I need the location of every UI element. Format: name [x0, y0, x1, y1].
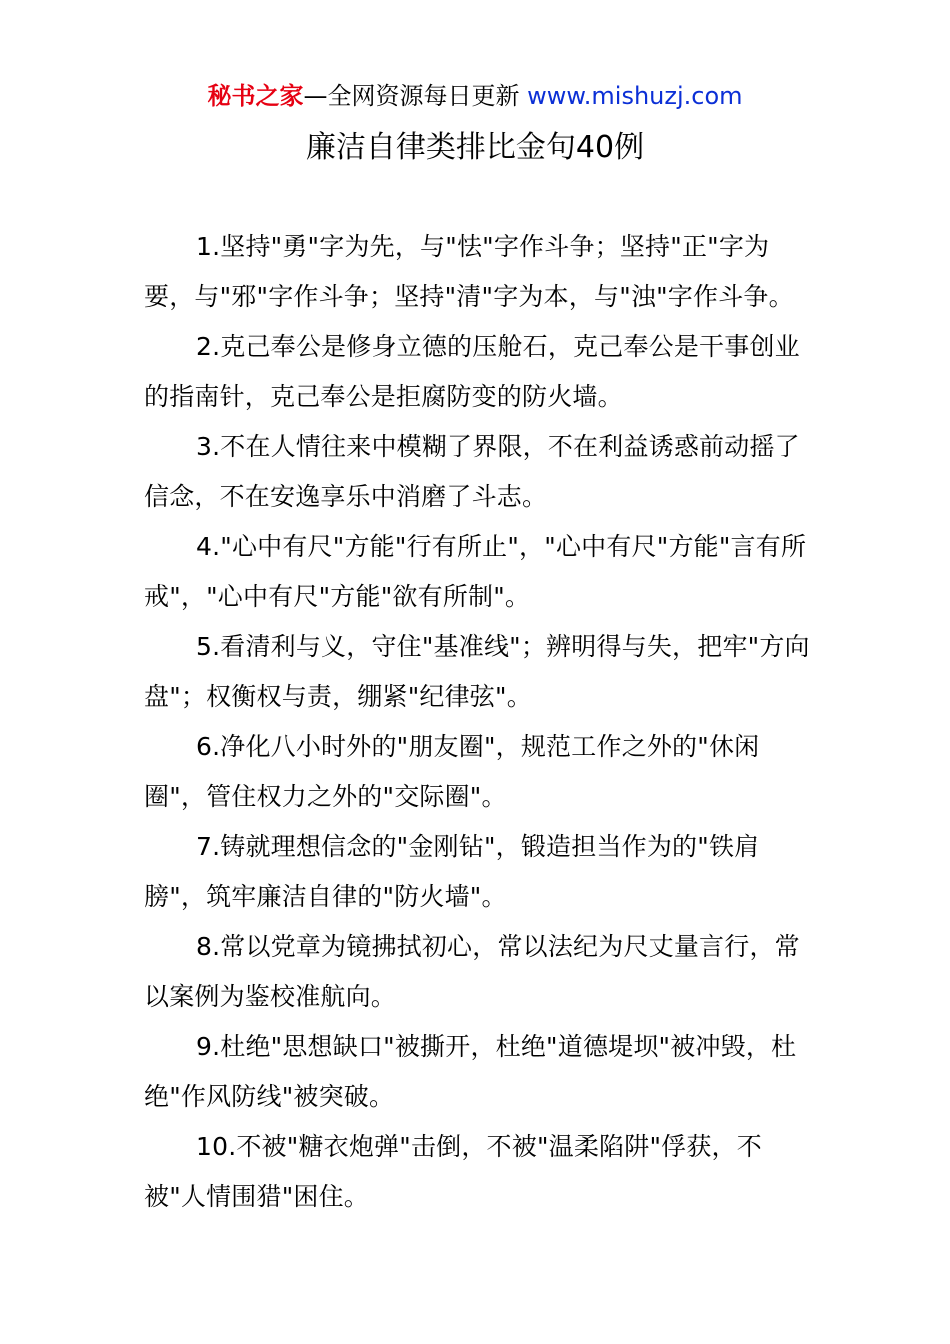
quote-item-2: 2.克己奉公是修身立德的压舱石，克己奉公是干事创业的指南针，克己奉公是拒腐防变的防火墙。 [144, 332, 800, 411]
quote-item-5: 5.看清利与义，守住"基准线"；辨明得与失，把牢"方向盘"；权衡权与责，绷紧"纪律弦"。 [144, 632, 810, 711]
site-tagline: —全网资源每日更新 [303, 82, 528, 110]
quote-item-3: 3.不在人情往来中模糊了界限，不在利益诱惑前动摇了信念，不在安逸享乐中消磨了斗志。 [144, 432, 800, 511]
quote-item-10: 10.不被"糖衣炮弹"击倒，不被"温柔陷阱"俘获，不被"人情围猎"困住。 [144, 1132, 762, 1211]
site-brand: 秘书之家 [207, 82, 304, 110]
quote-item-8: 8.常以党章为镜拂拭初心，常以法纪为尺丈量言行，常以案例为鉴校准航向。 [144, 932, 800, 1011]
document-body [144, 222, 810, 1222]
quote-item-7: 7.铸就理想信念的"金刚钻"，锻造担当作为的"铁肩膀"，筑牢廉洁自律的"防火墙"。 [144, 832, 760, 911]
document-title: 廉洁自律类排比金句40例 [305, 130, 645, 165]
quote-item-4: 4."心中有尺"方能"行有所止"，"心中有尺"方能"言有所戒"，"心中有尺"方能"欲有所制"。 [144, 532, 807, 611]
quote-item-6: 6.净化八小时外的"朋友圈"，规范工作之外的"休闲圈"，管住权力之外的"交际圈"。 [144, 732, 760, 811]
quote-item-1: 1.坚持"勇"字为先，与"怯"字作斗争；坚持"正"字为要，与"邪"字作斗争；坚持"清"字为本，与"浊"字作斗争。 [144, 232, 794, 311]
quote-item-9: 9.杜绝"思想缺口"被撕开，杜绝"道德堤坝"被冲毁，杜绝"作风防线"被突破。 [144, 1032, 797, 1111]
site-url-link[interactable]: www.mishuzj.com [527, 82, 743, 110]
site-header [0, 80, 950, 112]
